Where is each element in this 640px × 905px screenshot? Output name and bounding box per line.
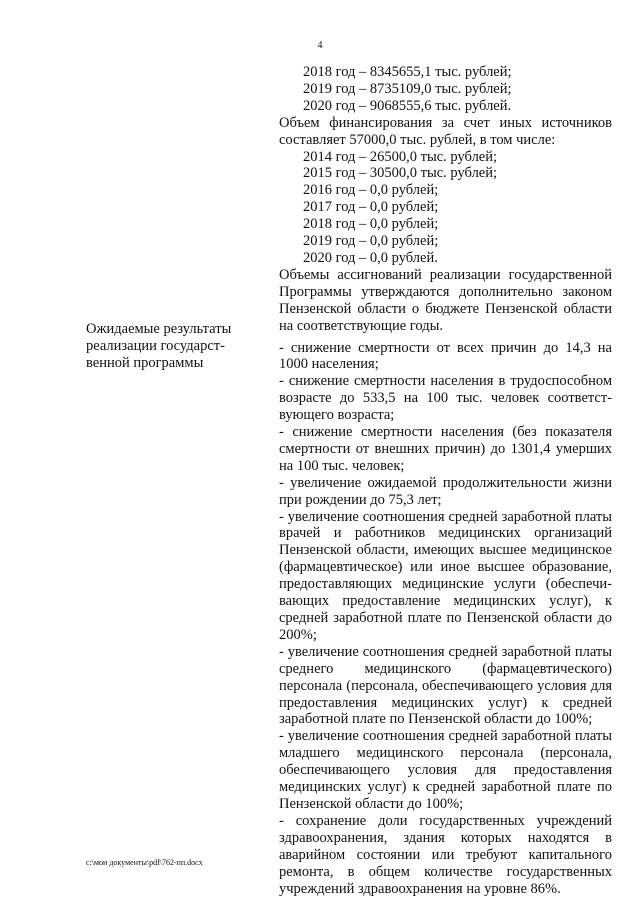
funding-line: 2020 год – 9068555,6 тыс. рублей. bbox=[303, 97, 512, 114]
result-item: - увеличение соотношения средней заработной платы врачей и работников медицинских организаций Пензенской области, имеющих высшее медицинское (фармацевтическое) или иное высшее образование, предоставляющих медицинские услуги (обеспечи-вающих предоставление медицинских услуг), к средней заработной плате по Пензенской области до 200%; bbox=[279, 508, 612, 643]
result-item: - сохранение доли государственных учреждений здравоохранения, здания которых находятся в аварийном состоянии или требуют капитального ремонта, в общем количестве государственных учреждений здравоохранения на уровне 86%. bbox=[279, 812, 612, 897]
allocation-note: Объемы ассигнований реализации государственной Программы утверждаются дополнительно законом Пензенской области о бюджете Пензенской области на соответствующие годы. bbox=[279, 266, 612, 334]
other-sources-line: 2016 год – 0,0 рублей; bbox=[303, 182, 439, 199]
result-item: - увеличение соотношения средней заработной платы младшего медицинского персонала (персонала, обеспечивающего условия для предоставления медицинских услуг) к средней заработной плате по Пензенской области до 100%; bbox=[279, 728, 612, 812]
result-item: - увеличение ожидаемой продолжительности жизни при рождении до 75,3 лет; bbox=[279, 474, 612, 508]
other-sources-line: 2018 год – 0,0 рублей; bbox=[303, 216, 439, 233]
result-item: - снижение смертности населения (без показателя смертности от внешних причин) до 1301,4 умерших на 100 тыс. человек; bbox=[279, 424, 612, 474]
results-label-line: Ожидаемые результаты bbox=[86, 321, 232, 337]
other-sources-line: 2017 год – 0,0 рублей; bbox=[303, 199, 439, 216]
funding-list bbox=[279, 64, 612, 115]
other-sources-line: 2019 год – 0,0 рублей; bbox=[303, 233, 439, 250]
result-item: - увеличение соотношения средней заработной платы среднего медицинского (фармацевтического) персонала (персонала, обеспечивающего условия для предоставления медицинских услуг) к средней заработной плате по Пензенской области до 100%; bbox=[279, 643, 612, 728]
other-sources-line: 2014 год – 26500,0 тыс. рублей; bbox=[303, 148, 498, 165]
other-sources-intro: Объем финансирования за счет иных источников составляет 57000,0 тыс. рублей, в том числе: bbox=[279, 114, 612, 148]
other-sources-line: 2020 год – 0,0 рублей. bbox=[303, 249, 438, 266]
funding-line: 2019 год – 8735109,0 тыс. рублей; bbox=[303, 80, 512, 97]
footer-file-path: c:\мои документы\pdf\762-пп.docx bbox=[86, 858, 203, 867]
result-item: - снижение смертности населения в трудоспособном возрасте до 533,5 на 100 тыс. человек соответст-вующего возраста; bbox=[279, 373, 612, 424]
results-label-line: венной программы bbox=[86, 355, 204, 371]
other-sources-list bbox=[279, 149, 612, 267]
results-list bbox=[279, 340, 612, 898]
page-number: 4 bbox=[317, 40, 323, 51]
other-sources-line: 2015 год – 30500,0 тыс. рублей; bbox=[303, 165, 498, 182]
results-label-line: реализации государст- bbox=[86, 338, 225, 354]
result-item: - снижение смертности от всех причин до 14,3 на 1000 населения; bbox=[279, 339, 612, 373]
funding-line: 2018 год – 8345655,1 тыс. рублей; bbox=[303, 64, 512, 80]
content-column bbox=[279, 64, 612, 897]
results-label bbox=[86, 321, 266, 372]
